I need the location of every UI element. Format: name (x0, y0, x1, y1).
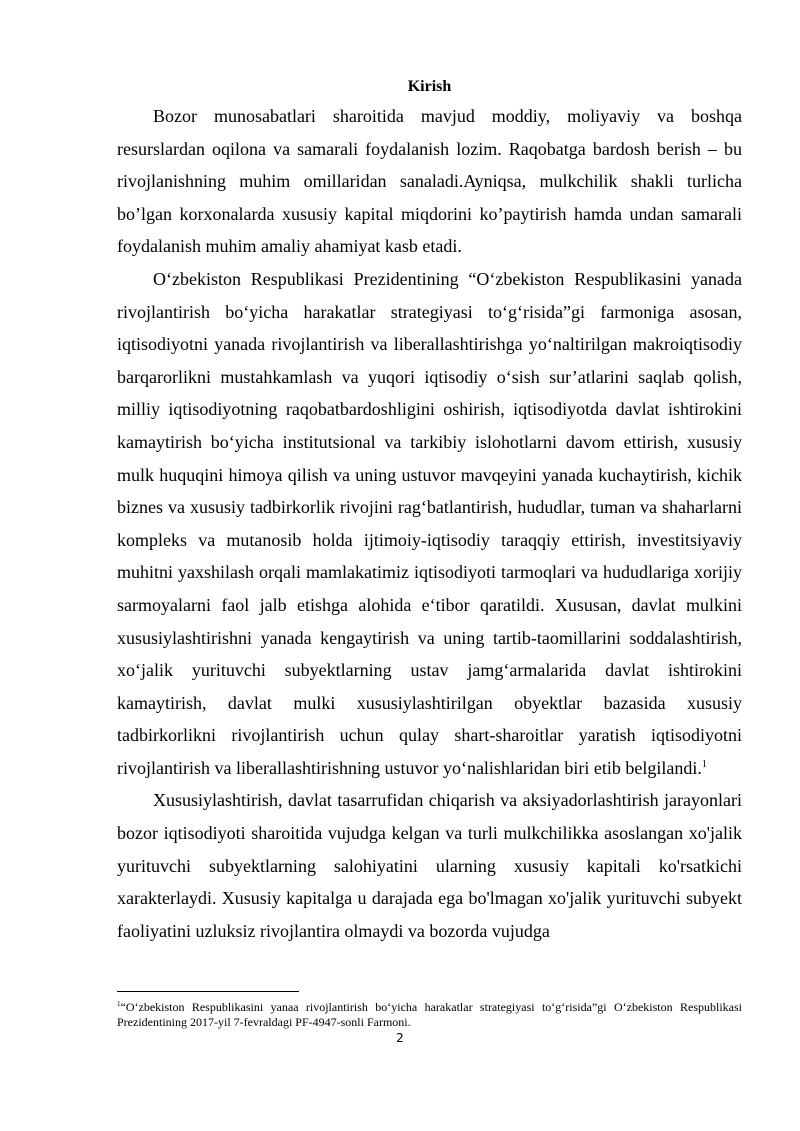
paragraph-1-text: Bozor munosabatlari sharoitida mavjud moddiy, moliyaviy va boshqa resurslardan oqilona va samarali foydalanish lozim. Raqobatga bardosh berish – bu rivojlanishning muhim omillaridan sanaladi.Ayniqsa, mulkchilik shakli turlicha bo’lgan korxonalarda xususiy kapital miqdorini ko’paytirish hamda undan samarali foydalanish muhim amaliy ahamiyat kasb etadi. (117, 106, 742, 257)
document-body (117, 76, 742, 947)
footnote (117, 1000, 742, 1030)
paragraph-3-text: Xususiylashtirish, davlat tasarrufidan chiqarish va aksiyadorlashtirish jarayonlari bozor iqtisodiyoti sharoitida vujudga kelgan va turli mulkchilikka asoslangan xo'jalik yurituvchi subyektlarning salohiyatini ularning xususiy kapitali ko'rsatkichi xarakterlaydi. Xususiy kapitalga u darajada ega bo'lmagan xo'jalik yurituvchi subyekt faoliyatini uzluksiz rivojlantira olmaydi va bozorda vujudga (117, 790, 742, 941)
footnote-separator (117, 991, 299, 992)
section-title: Kirish (407, 78, 452, 95)
footnote-text: “O‘zbekiston Respublikasini yanaa rivojlantirish bo‘yicha harakatlar strategiyasi to‘g‘risida”gi O‘zbekiston Respublikasi Prezidentining 2017-yil 7-fevraldagi PF-4947-sonli Farmoni. (117, 1000, 742, 1029)
footnote-reference[interactable]: 1 (701, 758, 707, 770)
paragraph-1 (117, 100, 742, 263)
paragraph-2-text: O‘zbekiston Respublikasi Prezidentining “O‘zbekiston Respublikasini yanada rivojlantirish bo‘yicha harakatlar strategiyasi to‘g‘risida”gi farmoniga asosan, iqtisodiyotni yanada rivojlantirish va liberallashtirishga yo‘naltirilgan makroiqtisodiy barqarorlikni mustahkamlash va yuqori iqtisodiy o‘sish sur’atlarini saqlab qolish, milliy iqtisodiyotning raqobatbardoshligini oshirish, iqtisodiyotda davlat ishtirokini kamaytirish bo‘yicha institutsional va tarkibiy islohotlarni davom ettirish, xususiy mulk huquqini himoya qilish va uning ustuvor mavqeyini yanada kuchaytirish, kichik biznes va xususiy tadbirkorlik rivojini rag‘batlantirish, hududlar, tuman va shaharlarni kompleks va mutanosib holda ijtimoiy-iqtisodiy taraqqiy ettirish, investitsiyaviy muhitni yaxshilash orqali mamlakatimiz iqtisodiyoti tarmoqlari va hududlariga xorijiy sarmoyalarni faol jalb etishga alohida e‘tibor qaratildi. Xususan, davlat mulkini xususiylashtirishni yanada kengaytirish va uning tartib-taomillarini soddalashtirish, xo‘jalik yurituvchi subyektlarning ustav jamg‘armalarida davlat ishtirokini kamaytirish, davlat mulki xususiylashtirilgan obyektlar bazasida xususiy tadbirkorlikni rivojlantirish uchun qulay shart-sharoitlar yaratish iqtisodiyotni rivojlantirish va liberallashtirishning ustuvor yo‘nalishlaridan biri etib belgilandi. (117, 268, 742, 778)
footnote-marker: 1 (117, 1000, 121, 1008)
paragraph-2 (117, 263, 742, 785)
paragraph-3 (117, 784, 742, 947)
page-number: 2 (396, 1031, 404, 1045)
